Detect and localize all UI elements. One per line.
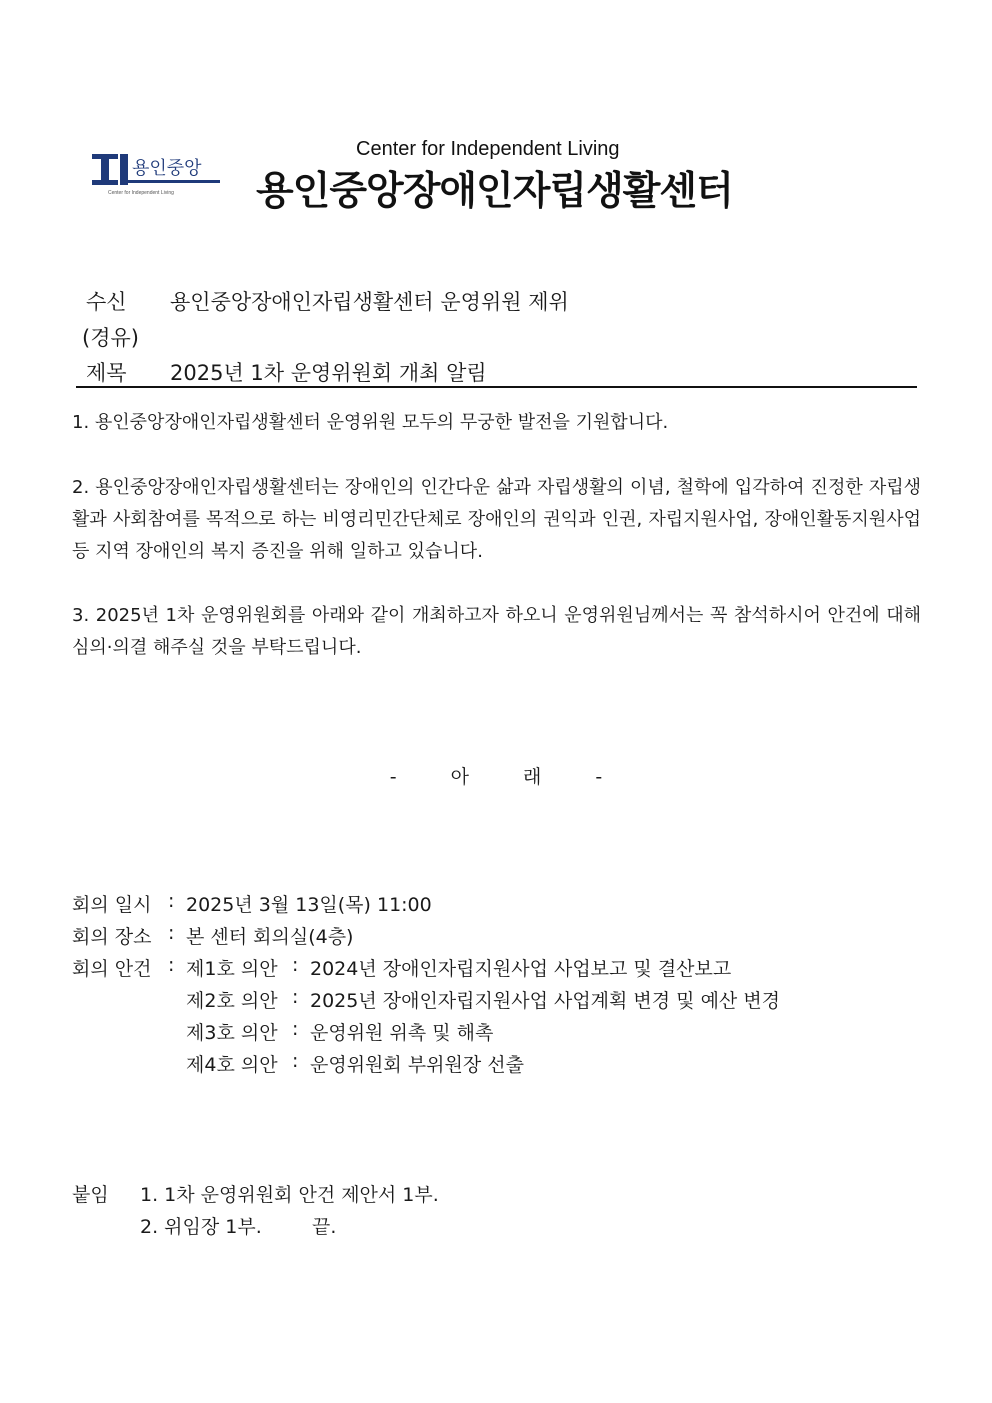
colon: :	[292, 954, 299, 976]
place-value: 본 센터 회의실(4층)	[186, 926, 354, 948]
colon: :	[292, 986, 299, 1008]
attachments-label: 붙임	[72, 1184, 109, 1206]
subject-label: 제목	[86, 361, 127, 385]
agenda-item-no: 제3호 의안	[186, 1022, 278, 1044]
header-divider	[76, 386, 917, 388]
agenda-item-text: 운영위원 위촉 및 해촉	[310, 1022, 494, 1044]
colon: :	[168, 954, 175, 976]
agenda-item-no: 제2호 의안	[186, 990, 278, 1012]
agenda-item-no: 제1호 의안	[186, 958, 278, 980]
heading-dash-right: -	[595, 766, 603, 788]
agenda-item-no: 제4호 의안	[186, 1054, 278, 1076]
heading-dash-left: -	[389, 766, 397, 788]
agenda-item-text: 운영위원회 부위원장 선출	[310, 1054, 524, 1076]
paragraph-3: 3. 2025년 1차 운영위원회를 아래와 같이 개최하고자 하오니 운영위원님께서는 꼭 참석하시어 안건에 대해 심의·의결 해주실 것을 부탁드립니다.	[72, 605, 921, 658]
colon: :	[292, 1050, 299, 1072]
colon: :	[292, 1018, 299, 1040]
paragraph-1: 1. 용인중앙장애인자립생활센터 운영위원 모두의 무궁한 발전을 기원합니다.	[72, 412, 669, 433]
colon: :	[168, 890, 175, 912]
agenda-label: 회의 안건	[72, 958, 152, 980]
recipient-label: 수신	[86, 290, 127, 314]
attachment-item: 2. 위임장 1부.	[140, 1216, 262, 1238]
attachment-item: 1. 1차 운영위원회 안건 제안서 1부.	[140, 1184, 439, 1206]
organization-title: 용인중앙장애인자립생활센터	[256, 169, 733, 214]
heading-char-1: 아	[450, 766, 469, 788]
colon: :	[168, 922, 175, 944]
organization-subtitle: Center for Independent Living	[356, 138, 620, 160]
heading-char-2: 래	[523, 766, 542, 788]
recipient-value: 용인중앙장애인자립생활센터 운영위원 제위	[170, 290, 569, 314]
notice-heading	[0, 762, 992, 789]
subject-value: 2025년 1차 운영위원회 개최 알림	[170, 361, 487, 385]
end-mark: 끝.	[312, 1216, 337, 1238]
logo-tagline: Center for Independent Living	[108, 190, 174, 196]
paragraph-2: 2. 용인중앙장애인자립생활센터는 장애인의 인간다운 삶과 자립생활의 이념, 철학에 입각하여 진정한 자립생활과 사회참여를 목적으로 하는 비영리민간단체로 장애인의 권익과 인권, 자립지원사업, 장애인활동지원사업 등 지역 장애인의 복지 증진을 위해 일하고 있습니다.	[72, 477, 921, 562]
agenda-item-text: 2024년 장애인자립지원사업 사업보고 및 결산보고	[310, 958, 732, 980]
logo-wordmark: 용인중앙	[132, 158, 202, 179]
datetime-label: 회의 일시	[72, 894, 152, 916]
place-label: 회의 장소	[72, 926, 152, 948]
agenda-item-text: 2025년 장애인자립지원사업 사업계획 변경 및 예산 변경	[310, 990, 781, 1012]
via-label: (경유)	[82, 326, 139, 350]
datetime-value: 2025년 3월 13일(목) 11:00	[186, 894, 432, 916]
